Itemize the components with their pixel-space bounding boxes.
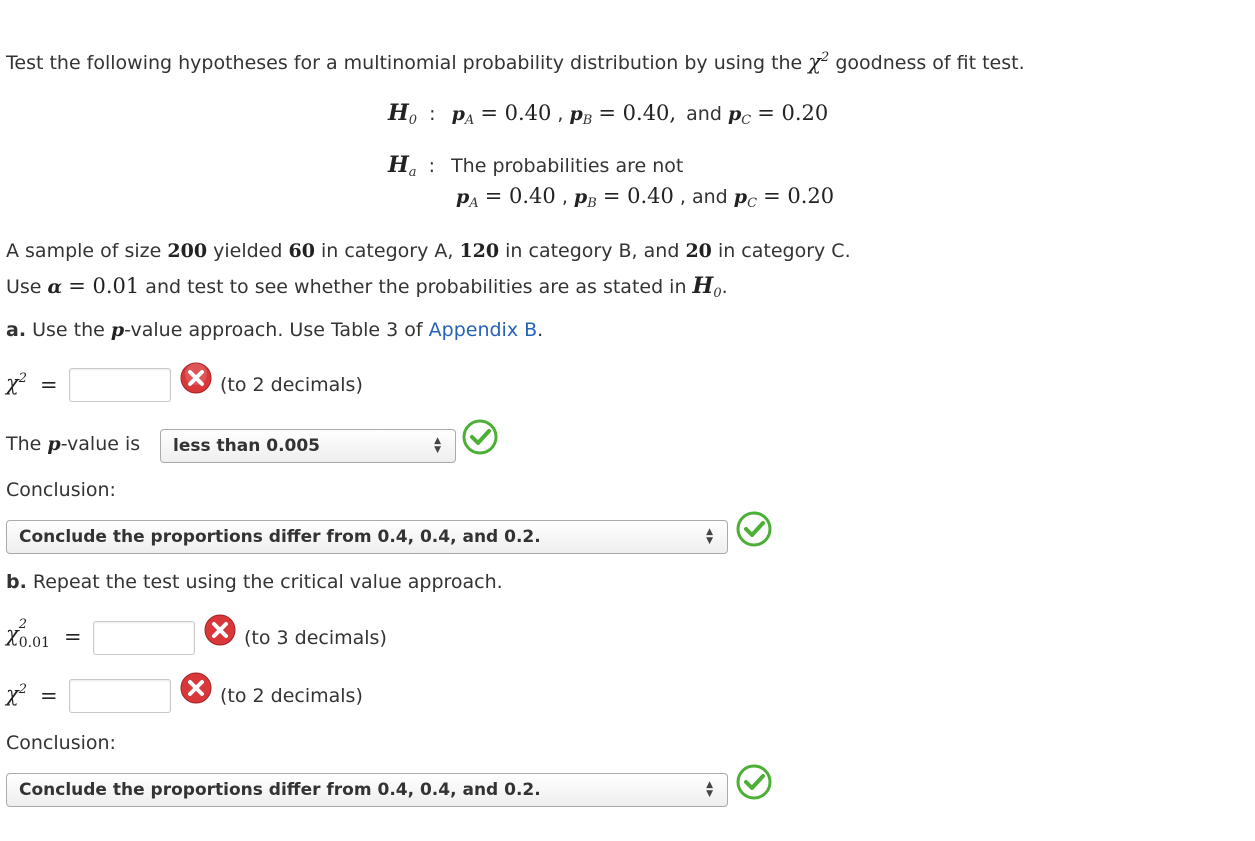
appendix-b-link[interactable]: Appendix B [428,319,538,341]
chi-symbol: $\chi^2$ [808,50,830,74]
critical-value-label: χ 2 0.01 [6,617,50,651]
check-circle-icon [462,419,498,455]
chi-square-b-label: $\chi^2$ [6,682,28,706]
part-a-heading: a. Use the p-value approach. Use Table 3 of Appendix B. [6,319,544,341]
conclusion-b-label: Conclusion: [6,732,116,754]
equals-sign: = [40,684,58,708]
select-arrows-icon: ▲ ▼ [434,436,441,455]
pvalue-label: The p-value is [6,433,141,455]
x-circle-icon [180,672,212,704]
chi-square-b-input[interactable] [69,679,171,713]
conclusion-b-select[interactable]: Conclude the proportions differ from 0.4, 0.4, and 0.2. ▲ ▼ [6,773,728,807]
alpha-instruction: Use α = 0.01 and test to see whether the probabilities are as stated in $H_0$. [6,273,728,301]
intro-text: Test the following hypotheses for a multinomial probability distribution by using the $\chi^2$ goodness of fit test. [6,50,1025,74]
sample-description: A sample of size 200 yielded 60 in category A, 120 in category B, and 20 in category C. [6,240,851,262]
chi-square-input[interactable] [69,368,171,402]
pvalue-select[interactable]: less than 0.005 ▲ ▼ [160,429,456,463]
conclusion-a-label: Conclusion: [6,479,116,501]
equals-sign: = [64,625,82,649]
chi-square-label: $\chi^2$ [6,371,28,395]
select-arrows-icon: ▲ ▼ [706,527,713,546]
alternative-hypothesis: $H_a$ : The probabilities are not [388,152,684,180]
check-circle-icon [736,764,772,800]
x-circle-icon [204,614,236,646]
check-circle-icon [736,511,772,547]
chi-square-b-hint: (to 2 decimals) [220,685,363,707]
x-circle-icon [180,362,212,394]
null-hypothesis: $H_0$ : $p_A = 0.40$ , $p_B = 0.40$, and $p_C = 0.20$ [388,100,829,128]
equals-sign: = [40,373,58,397]
critical-value-input[interactable] [93,621,195,655]
critical-value-hint: (to 3 decimals) [244,627,387,649]
select-arrows-icon: ▲ ▼ [706,780,713,799]
part-b-heading: b. Repeat the test using the critical value approach. [6,571,503,593]
conclusion-a-select[interactable]: Conclude the proportions differ from 0.4, 0.4, and 0.2. ▲ ▼ [6,520,728,554]
chi-square-hint: (to 2 decimals) [220,374,363,396]
alternative-hypothesis-values: $p_A = 0.40$ , $p_B = 0.40$ , and $p_C = 0.20$ [456,184,835,211]
